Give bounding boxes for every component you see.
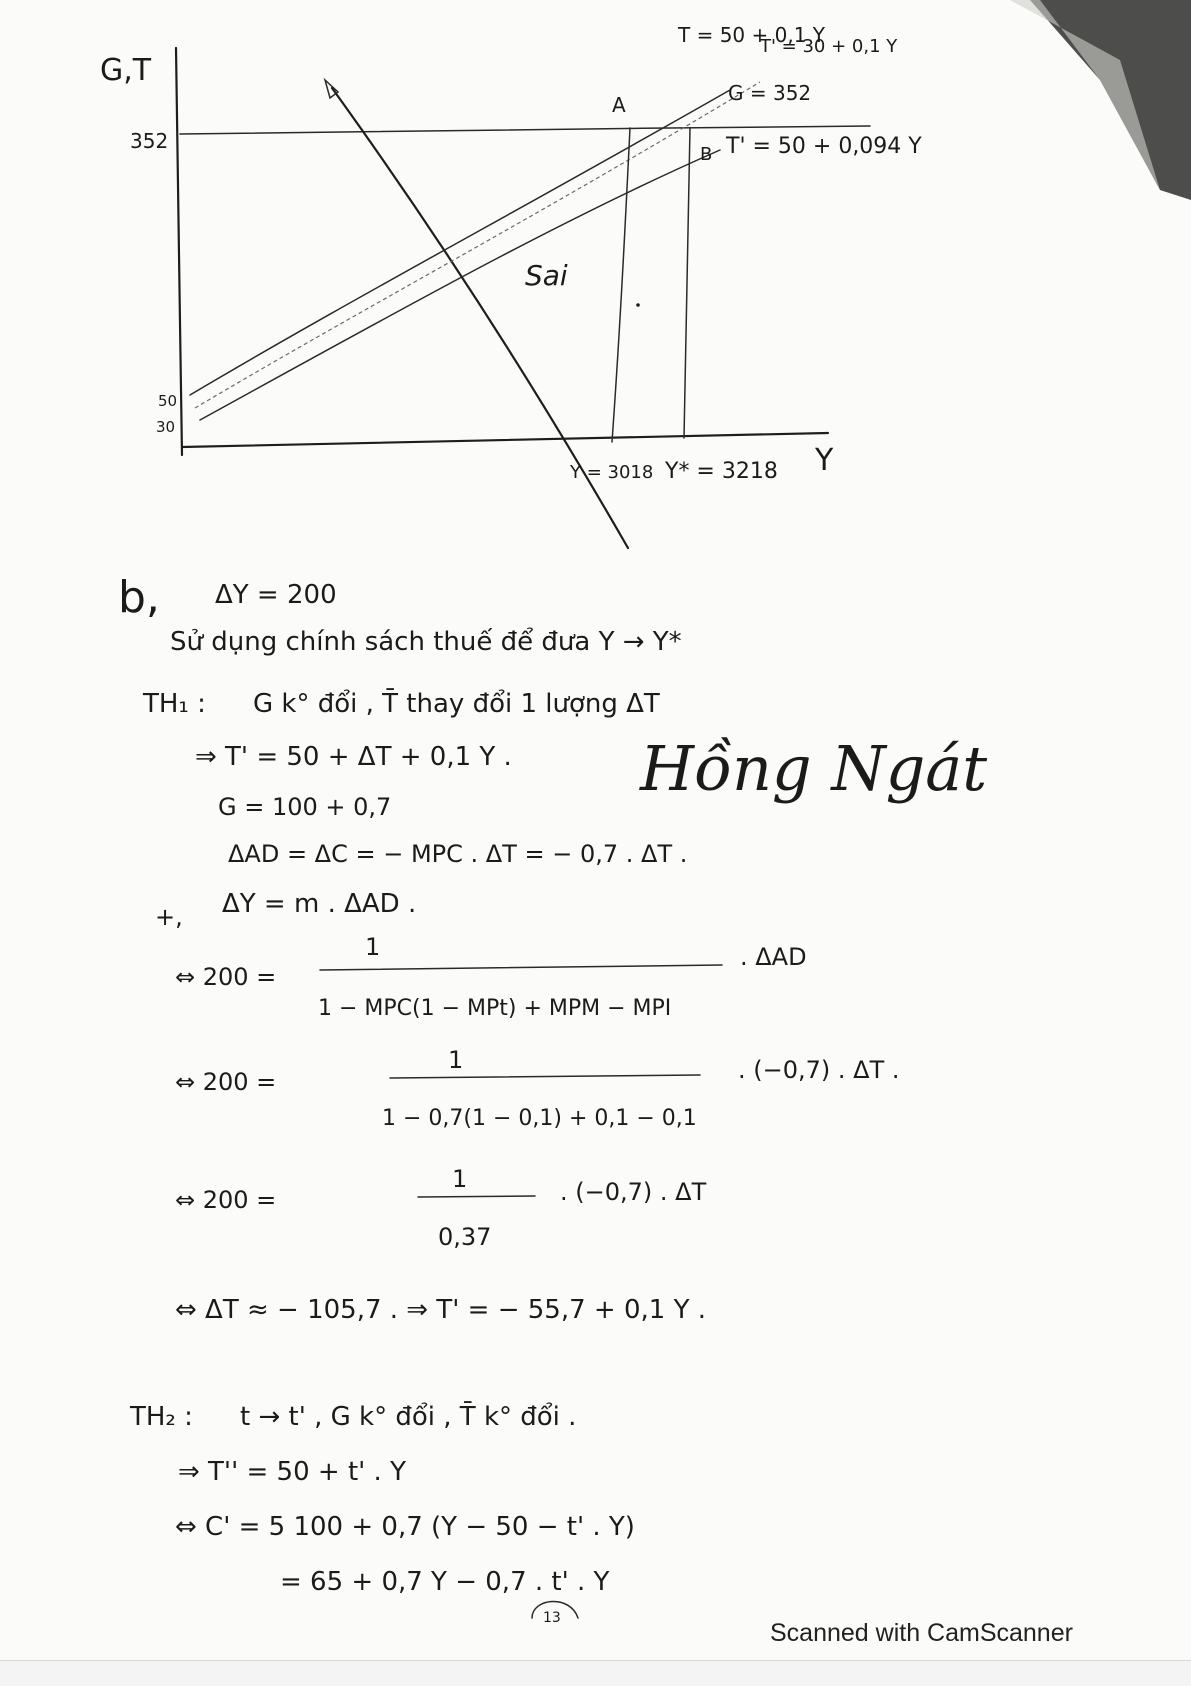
x-axis-label: Y [815, 443, 834, 478]
eq5-denominator: 1 − MPC(1 − MPt) + MPM − MPI [318, 996, 672, 1021]
eq-T1-label: T' = 30 + 0,1 Y [760, 36, 898, 57]
footer-bar [0, 1660, 1191, 1686]
eq7-denominator: 0,37 [438, 1223, 492, 1251]
eq7-right: . (−0,7) . ΔT [560, 1178, 707, 1206]
eq-T2-label: T' = 50 + 0,094 Y [726, 134, 922, 159]
policy-statement: Sử dụng chính sách thuế để đưa Y → Y* [170, 627, 682, 657]
eq-t-prime: ⇒ T' = 50 + ΔT + 0,1 Y . [195, 742, 512, 772]
y-value-2: Y* = 3218 [665, 459, 778, 484]
note-sai: Sai [525, 259, 568, 292]
y-axis-label: G,T [100, 53, 152, 88]
signature-text: Hồng Ngát [640, 732, 988, 805]
point-B-label: B [700, 144, 713, 165]
eq-delta-t-result: ⇔ ΔT ≈ − 105,7 . ⇒ T' = − 55,7 + 0,1 Y . [175, 1295, 706, 1325]
case2-text: t → t' , G k° đổi , T̄ k° đổi . [240, 1402, 577, 1432]
eq-c-prime-simplified: = 65 + 0,7 Y − 0,7 . t' . Y [280, 1567, 610, 1597]
eq5-numerator: 1 [365, 933, 381, 961]
eq-G-label: G = 352 [728, 81, 812, 105]
eq6-numerator: 1 [448, 1046, 464, 1074]
eq7-numerator: 1 [452, 1165, 468, 1193]
eq-T-label: T = 50 + 0,1 Y [678, 23, 825, 47]
eq7-fraction-bar [418, 1196, 535, 1197]
eq6-right: . (−0,7) . ΔT . [738, 1056, 900, 1084]
eq5-fraction-bar [320, 965, 722, 970]
eq6-left: ⇔ 200 = [175, 1068, 277, 1096]
eq7-left: ⇔ 200 = [175, 1186, 277, 1214]
delta-y-given: ΔY = 200 [215, 580, 337, 610]
eq6-fraction-bar [390, 1075, 700, 1078]
page-mark: 13 [543, 1610, 561, 1626]
case1-label: TH₁ : [143, 689, 206, 719]
point-A-label: A [612, 93, 626, 117]
eq-delta-ad: ΔAD = ΔC = − MPC . ΔT = − 0,7 . ΔT . [228, 840, 688, 868]
eq-t-double-prime: ⇒ T'' = 50 + t' . Y [178, 1457, 406, 1487]
tick-30: 30 [156, 418, 176, 436]
camscanner-watermark: Scanned with CamScanner [770, 1619, 1073, 1647]
part-b-label: b, [118, 572, 160, 623]
eq5-left: ⇔ 200 = [175, 963, 277, 991]
tick-352: 352 [130, 129, 169, 153]
eq5-right: . ΔAD [740, 943, 807, 971]
case2-label: TH₂ : [130, 1402, 193, 1432]
y-value-1: Y = 3018 [570, 462, 654, 483]
tick-50: 50 [158, 392, 178, 410]
eq-g: G = 100 + 0,7 [218, 793, 392, 821]
eq6-denominator: 1 − 0,7(1 − 0,1) + 0,1 − 0,1 [382, 1106, 697, 1131]
eq-multiplier: ΔY = m . ΔAD . [222, 889, 417, 919]
eq-mult-prefix: +, [155, 903, 183, 931]
eq-c-prime: ⇔ C' = 5 100 + 0,7 (Y − 50 − t' . Y) [175, 1512, 635, 1542]
case1-text: G k° đổi , T̄ thay đổi 1 lượng ΔT [253, 689, 660, 719]
